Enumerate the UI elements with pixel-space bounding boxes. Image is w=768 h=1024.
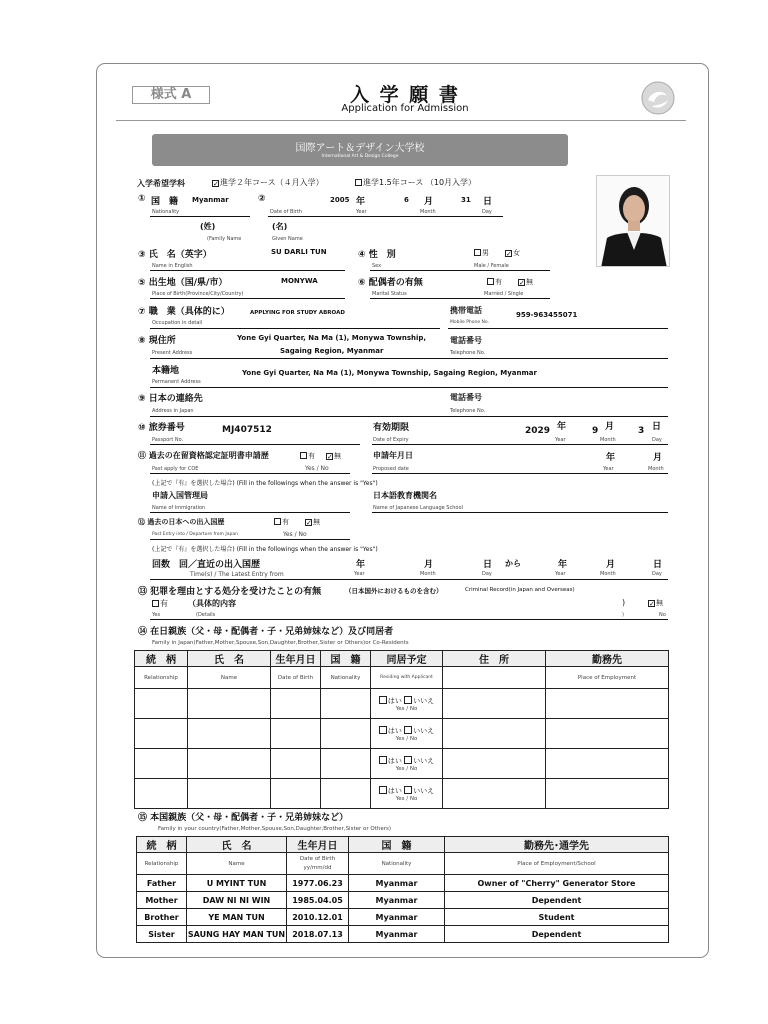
passport-rule	[150, 444, 360, 445]
jf-header-employment: 勤務先	[546, 651, 669, 667]
course-option-15year[interactable]	[355, 177, 476, 188]
entry-times-label: 回数 回／直近の出入国歴	[152, 560, 261, 570]
criminal-rule	[150, 619, 668, 620]
criminal-yes-option[interactable]	[152, 598, 168, 609]
jf-residing-cell	[371, 689, 443, 719]
proposed-date-label: 申請年月日	[373, 451, 413, 460]
jf-cell[interactable]	[188, 779, 271, 809]
course-option-2year[interactable]	[212, 177, 324, 188]
section14-subtitle: Family in Japan(Father,Mother,Spouse,Son,Daughter,Brother,Sister or Others)or Co-Residents	[152, 640, 409, 646]
hf-header-dob: 生年月日	[287, 837, 349, 853]
header-rule	[116, 120, 686, 121]
expiry-rule	[372, 444, 668, 445]
coe-yes-checkbox[interactable]	[300, 452, 307, 459]
entry-times-sub: Time(s) / The Latest Entry from	[190, 571, 284, 578]
sex-sub: Sex	[372, 263, 382, 269]
table-row	[135, 749, 669, 779]
criminal-detail-label: （具体的内容	[188, 599, 236, 608]
hf-header-relationship: 続 柄	[137, 837, 187, 853]
japan-address-label: ⑨ 日本の連絡先	[138, 394, 203, 404]
birth-month-value: 6	[404, 196, 409, 204]
section15-title: ⑮ 本国親族（父・母・配偶者・子・兄弟姉妹など）	[138, 813, 349, 823]
coe-no-option[interactable]	[326, 451, 341, 461]
family-name-jp: (姓)	[200, 222, 216, 231]
japan-family-table	[134, 650, 669, 809]
title-en: Application for Admission	[341, 103, 469, 114]
jf-header-residing: 同居予定	[371, 651, 443, 667]
proposed-month-sub: Month	[648, 466, 664, 472]
entry-history-label: ⑫ 過去の日本への出入国歴	[138, 518, 225, 526]
entry-to-year-sub: Year	[555, 571, 566, 577]
hai-label: はい	[387, 756, 402, 765]
permanent-address-sub: Permanent Address	[152, 379, 201, 385]
mobile-rule	[448, 328, 668, 329]
entry-yes-checkbox[interactable]	[274, 518, 281, 525]
entry-from-year: 年	[356, 560, 366, 570]
japan-phone-sub: Telephone No.	[450, 408, 486, 414]
coe-no-label: 無	[334, 452, 341, 460]
present-phone-sub: Telephone No.	[450, 350, 486, 356]
hf-relationship[interactable]: Mother	[137, 892, 187, 909]
mobile-label: 携帯電話	[450, 306, 482, 315]
coe-no-checkbox[interactable]	[326, 453, 333, 460]
occupation-value: APPLYING FOR STUDY ABROAD	[250, 310, 345, 316]
hai-checkbox[interactable]	[379, 696, 387, 704]
proposed-date-sub: Proposed date	[373, 466, 409, 472]
hf-dob[interactable]: 1985.04.05	[287, 892, 349, 909]
entry-from-day-sub: Day	[482, 571, 492, 577]
sex-en: Male / Female	[474, 263, 509, 269]
table-row	[137, 926, 669, 943]
mobile-sub: Mobile Phone No.	[450, 320, 490, 325]
male-checkbox[interactable]	[474, 249, 481, 256]
hf-nationality[interactable]: Myanmar	[349, 892, 445, 909]
occupation-sub: Occupation in detail	[152, 320, 203, 326]
course-2year-label: 進学２年コース（４月入学）	[220, 178, 324, 187]
nationality-num: ①	[138, 194, 146, 204]
jf-cell[interactable]	[271, 689, 321, 719]
section14-title: ⑭ 在日親族（父・母・配偶者・子・兄弟姉妹など）及び同居者	[138, 627, 394, 637]
criminal-no-sub: No	[659, 612, 666, 618]
iie-checkbox[interactable]	[404, 756, 412, 764]
sex-female-option[interactable]	[505, 248, 520, 258]
occupation-label: ⑦ 職 業（具体的に）	[138, 307, 230, 317]
iie-checkbox[interactable]	[404, 726, 412, 734]
expiry-month-value: 9	[592, 426, 599, 436]
course-15year-label: 進学1.5年コース （10月入学）	[363, 178, 477, 187]
school-name-jp: 国際アート＆デザイン大学校	[295, 143, 425, 154]
expiry-label: 有効期限	[373, 423, 410, 433]
entry-from-day: 日	[483, 560, 493, 570]
birthplace-sub: Place of Birth(Province/City/Country)	[152, 291, 244, 297]
present-address-line2: Sagaing Region, Myanmar	[280, 347, 384, 355]
jf-residing-cell	[371, 719, 443, 749]
jf-header-nationality: 国 籍	[321, 651, 371, 667]
married-option[interactable]	[487, 277, 502, 287]
female-label: 女	[513, 249, 520, 257]
married-checkbox[interactable]	[487, 278, 494, 285]
female-checkbox[interactable]	[505, 250, 512, 257]
hf-sub-dob: Date of Birth yy/mm/dd	[287, 853, 349, 875]
entry-history-sub: Past Entry into / Departure from Japan	[152, 532, 238, 537]
yn-en: Yes / No	[395, 765, 418, 772]
jf-cell[interactable]	[271, 749, 321, 779]
jf-cell[interactable]	[443, 719, 546, 749]
yn-en: Yes / No	[395, 735, 418, 742]
nationality-value: Myanmar	[192, 196, 229, 204]
jf-cell[interactable]	[321, 689, 371, 719]
jf-cell[interactable]	[546, 749, 669, 779]
jf-cell[interactable]	[271, 779, 321, 809]
iie-label: いいえ	[413, 696, 435, 705]
iie-checkbox[interactable]	[404, 696, 412, 704]
table-row	[137, 892, 669, 909]
passport-value: MJ407512	[222, 425, 272, 435]
family-name-en: (Family Name	[207, 236, 242, 242]
jf-cell[interactable]	[443, 689, 546, 719]
single-label: 無	[526, 278, 533, 286]
immigration-sub: Name of Immigration	[152, 505, 206, 511]
entry-note: (上記で『有』を選択した場合) (Fill in the followings when the answer is "Yes")	[152, 546, 378, 553]
single-option[interactable]	[518, 277, 533, 287]
coe-yes-label: 有	[308, 452, 315, 460]
jf-cell[interactable]	[135, 749, 188, 779]
coe-yes-option[interactable]	[300, 451, 315, 461]
criminal-close-sub: )	[622, 612, 624, 618]
entry-to-month-sub: Month	[600, 571, 616, 577]
english-name-label: ③ 氏 名（英字）	[138, 250, 212, 260]
nationality-sub: Nationality	[152, 209, 180, 215]
hf-name[interactable]: YE MAN TUN	[187, 909, 287, 926]
form-label: 様式 A	[132, 86, 210, 104]
sex-male-option[interactable]	[474, 248, 489, 258]
entry-from-month-sub: Month	[420, 571, 436, 577]
japan-address-rule	[150, 416, 668, 417]
jf-residing-cell	[371, 779, 443, 809]
course-2year-checkbox[interactable]	[212, 180, 219, 187]
language-school-sub: Name of Japanese Language School	[373, 505, 463, 511]
entry-yes-label: 有	[282, 518, 289, 526]
marital-sub: Marital Status	[372, 291, 407, 297]
expiry-year-label: 年	[557, 422, 567, 432]
hf-employment[interactable]: Dependent	[445, 892, 669, 909]
home-family-table	[136, 836, 669, 943]
entry-to-day-sub: Day	[652, 571, 662, 577]
hf-employment[interactable]: Dependent	[445, 926, 669, 943]
present-address-label: ⑧ 現住所	[138, 336, 176, 346]
hf-header-nationality: 国 籍	[349, 837, 445, 853]
jf-cell[interactable]	[188, 689, 271, 719]
iie-label: いいえ	[413, 756, 435, 765]
hf-dob[interactable]: 1977.06.23	[287, 875, 349, 892]
jf-cell[interactable]	[443, 779, 546, 809]
hf-name[interactable]: U MYINT TUN	[187, 875, 287, 892]
birth-year-sub: Year	[356, 209, 367, 215]
jf-sub-dob: Date of Birth	[271, 667, 321, 689]
criminal-yes-checkbox[interactable]	[152, 600, 159, 607]
jf-header-name: 氏 名	[188, 651, 271, 667]
expiry-year-value: 2029	[525, 426, 551, 436]
jf-sub-residing: Residing with Applicant	[371, 667, 443, 689]
entry-no-checkbox[interactable]	[305, 519, 312, 526]
circular-emblem-icon	[640, 80, 676, 116]
jf-header-address: 住 所	[443, 651, 546, 667]
birthplace-value: MONYWA	[281, 277, 318, 285]
birth-day-value: 31	[461, 196, 471, 204]
hf-header-employment: 勤務先･通学先	[445, 837, 669, 853]
language-school-rule	[372, 512, 668, 513]
marital-en: Married / Single	[484, 291, 524, 297]
entry-to-day: 日	[653, 560, 663, 570]
hf-employment[interactable]: Owner of "Cherry" Generator Store	[445, 875, 669, 892]
jf-cell[interactable]	[188, 749, 271, 779]
present-address-rule	[150, 358, 668, 359]
hf-relationship[interactable]: Brother	[137, 909, 187, 926]
hai-label: はい	[387, 786, 402, 795]
coe-yn-en: Yes / No	[305, 465, 329, 472]
dob-rule	[268, 216, 503, 217]
nationality-label: 国 籍	[151, 197, 179, 207]
expiry-month-label: 月	[605, 422, 615, 432]
mobile-value: 959-963455071	[516, 311, 578, 319]
immigration-rule	[150, 512, 350, 513]
criminal-no-label: 無	[656, 599, 663, 607]
hf-header-name: 氏 名	[187, 837, 287, 853]
birthplace-rule	[150, 298, 345, 299]
jf-cell[interactable]	[321, 719, 371, 749]
passport-sub: Passport No.	[152, 437, 184, 443]
iie-label: いいえ	[413, 786, 435, 795]
table-row	[137, 875, 669, 892]
present-phone-label: 電話番号	[450, 336, 482, 345]
hai-label: はい	[387, 726, 402, 735]
given-name-jp: (名)	[272, 222, 288, 231]
marital-label: ⑥ 配偶者の有無	[358, 278, 423, 288]
expiry-year-sub: Year	[555, 437, 566, 443]
criminal-detail-sub: (Details	[196, 612, 216, 618]
english-name-value: SU DARLI TUN	[271, 248, 327, 256]
birth-year-value: 2005	[330, 196, 350, 204]
table-row	[135, 779, 669, 809]
entry-from-year-sub: Year	[354, 571, 365, 577]
entry-yes-option[interactable]	[274, 517, 289, 527]
birth-month-label: 月	[424, 197, 434, 207]
jf-cell[interactable]	[546, 689, 669, 719]
hf-sub-name: Name	[187, 853, 287, 875]
hf-name[interactable]: DAW NI NI WIN	[187, 892, 287, 909]
english-name-rule	[150, 270, 345, 271]
jf-cell[interactable]	[135, 689, 188, 719]
entry-no-option[interactable]	[305, 517, 320, 527]
expiry-day-value: 3	[638, 426, 645, 436]
proposed-rule	[372, 473, 668, 474]
single-checkbox[interactable]	[518, 279, 525, 286]
school-banner	[152, 134, 568, 166]
jf-sub-relationship: Relationship	[135, 667, 188, 689]
yn-en: Yes / No	[395, 795, 418, 802]
hf-employment[interactable]: Student	[445, 909, 669, 926]
criminal-close-paren: )	[622, 598, 626, 607]
sex-rule	[370, 270, 550, 271]
coe-history-sub: Past apply for COE	[152, 466, 199, 472]
birth-day-sub: Day	[482, 209, 492, 215]
japan-address-sub: Address in Japan	[152, 408, 194, 414]
hf-dob[interactable]: 2018.07.13	[287, 926, 349, 943]
sex-label: ④ 性 別	[358, 250, 396, 260]
hf-name[interactable]: SAUNG HAY MAN TUN	[187, 926, 287, 943]
hf-relationship[interactable]: Father	[137, 875, 187, 892]
proposed-month-label: 月	[653, 453, 663, 463]
table-row	[135, 719, 669, 749]
title-jp: 入 学 願 書	[350, 84, 460, 106]
jf-sub-employment: Place of Employment	[546, 667, 669, 689]
applicant-photo	[596, 175, 670, 267]
present-address-line1: Yone Gyi Quarter, Na Ma (1), Monywa Township,	[237, 334, 427, 342]
jf-sub-nationality: Nationality	[321, 667, 371, 689]
hf-dob[interactable]: 2010.12.01	[287, 909, 349, 926]
birth-month-sub: Month	[420, 209, 436, 215]
proposed-year-sub: Year	[603, 466, 614, 472]
marital-rule	[370, 298, 550, 299]
course-15year-checkbox[interactable]	[355, 179, 362, 186]
jf-cell[interactable]	[443, 749, 546, 779]
entry-times-rule	[150, 579, 668, 580]
jf-sub-address	[443, 667, 546, 689]
criminal-no-option[interactable]	[648, 598, 663, 608]
expiry-day-label: 日	[652, 422, 662, 432]
iie-checkbox[interactable]	[404, 786, 412, 794]
hf-sub-nationality: Nationality	[349, 853, 445, 875]
entry-history-rule	[150, 539, 350, 540]
entry-yn-en: Yes / No	[283, 531, 307, 538]
hf-relationship[interactable]: Sister	[137, 926, 187, 943]
male-label: 男	[482, 249, 489, 257]
dob-num: ②	[258, 194, 266, 204]
birth-year-label: 年	[356, 197, 366, 207]
dob-sub: Date of Birth	[270, 209, 302, 215]
coe-note: (上記で『有』を選択した場合) (Fill in the followings when the answer is "Yes")	[152, 480, 378, 487]
coe-rule	[150, 473, 350, 474]
entry-no-label: 無	[313, 518, 320, 526]
nationality-rule	[150, 216, 250, 217]
entry-to-year: 年	[558, 560, 568, 570]
jf-cell[interactable]	[321, 749, 371, 779]
jf-residing-cell	[371, 749, 443, 779]
entry-kara: から	[505, 559, 521, 568]
occupation-rule	[150, 328, 440, 329]
jf-cell[interactable]	[135, 779, 188, 809]
jf-sub-name: Name	[188, 667, 271, 689]
hai-checkbox[interactable]	[379, 786, 387, 794]
birth-day-label: 日	[483, 197, 493, 207]
criminal-label: ⑬ 犯罪を理由とする処分を受けたことの有無	[138, 587, 322, 597]
english-name-sub: Name in English	[152, 263, 193, 269]
iie-label: いいえ	[413, 726, 435, 735]
hai-label: はい	[387, 696, 402, 705]
table-row	[135, 689, 669, 719]
hf-sub-employment: Place of Employment/School	[445, 853, 669, 875]
japan-phone-label: 電話番号	[450, 393, 482, 402]
criminal-label-2: （日本国外におけるものを含む）	[345, 587, 443, 595]
proposed-year-label: 年	[606, 453, 616, 463]
jf-cell[interactable]	[188, 719, 271, 749]
jf-cell[interactable]	[546, 779, 669, 809]
hf-nationality[interactable]: Myanmar	[349, 875, 445, 892]
expiry-month-sub: Month	[600, 437, 616, 443]
jf-header-dob: 生年月日	[271, 651, 321, 667]
immigration-label: 申請入国管理局	[152, 491, 208, 500]
criminal-label-en: Criminal Record(in Japan and Overseas)	[465, 587, 575, 593]
jf-cell[interactable]	[135, 719, 188, 749]
present-address-sub: Present Address	[152, 350, 193, 356]
entry-to-month: 月	[606, 560, 616, 570]
jf-cell[interactable]	[321, 779, 371, 809]
passport-label: ⑩ 旅券番号	[138, 423, 185, 433]
permanent-address-label: 本籍地	[152, 366, 180, 376]
criminal-yes-label: 有	[160, 599, 168, 608]
married-label: 有	[495, 278, 502, 286]
expiry-day-sub: Day	[652, 437, 662, 443]
permanent-address-value: Yone Gyi Quarter, Na Ma (1), Monywa Township, Sagaing Region, Myanmar	[242, 369, 537, 377]
table-row	[137, 909, 669, 926]
expiry-sub: Date of Expiry	[373, 437, 409, 443]
yn-en: Yes / No	[395, 705, 418, 712]
school-name-en: International Art & Design College	[321, 154, 399, 159]
hf-nationality[interactable]: Myanmar	[349, 926, 445, 943]
birthplace-label: ⑤ 出生地（国/県/市）	[138, 278, 228, 288]
given-name-en: Given Name	[272, 236, 303, 242]
criminal-no-checkbox[interactable]	[648, 600, 655, 607]
jf-cell[interactable]	[546, 719, 669, 749]
coe-history-label: ⑪ 過去の在留資格認定証明書申請歴	[138, 451, 269, 460]
criminal-yes-sub: Yes	[152, 612, 161, 618]
language-school-label: 日本語教育機関名	[373, 491, 437, 500]
permanent-address-rule	[150, 387, 668, 388]
hai-checkbox[interactable]	[379, 756, 387, 764]
jf-cell[interactable]	[271, 719, 321, 749]
entry-from-month: 月	[424, 560, 434, 570]
jf-header-relationship: 続 柄	[135, 651, 188, 667]
hf-nationality[interactable]: Myanmar	[349, 909, 445, 926]
course-label: 入学希望学科	[137, 179, 185, 188]
section15-subtitle: Family in your country(Father,Mother,Spouse,Son,Daughter,Brother,Sister or Others)	[158, 826, 392, 832]
hai-checkbox[interactable]	[379, 726, 387, 734]
hf-sub-relationship: Relationship	[137, 853, 187, 875]
